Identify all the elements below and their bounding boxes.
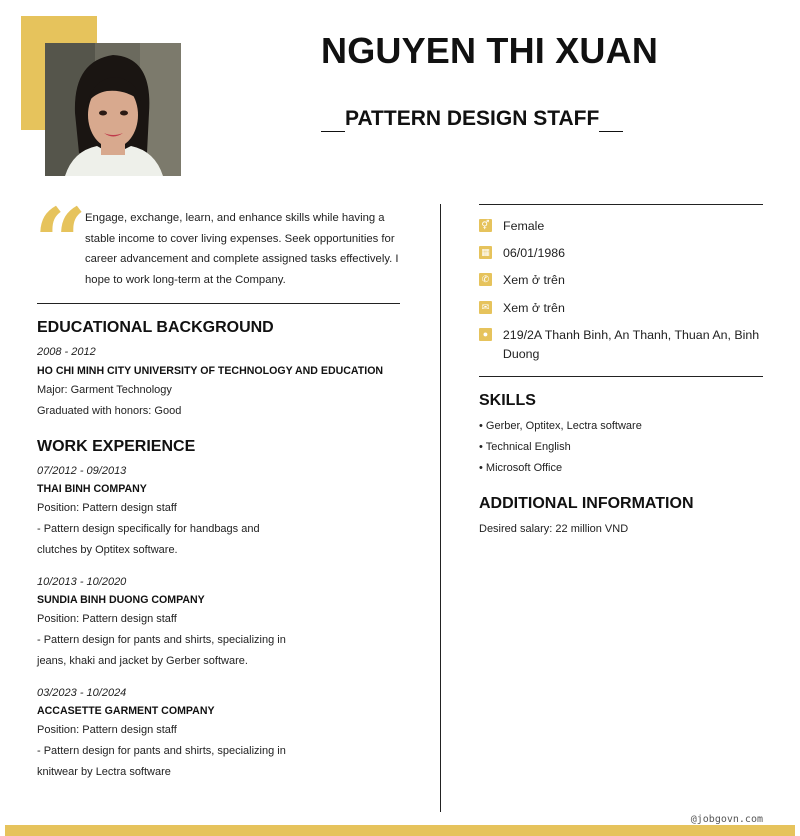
company-name: SUNDIA BINH DUONG COMPANY <box>37 594 205 606</box>
job-description: knitwear by Lectra software <box>37 766 171 778</box>
job-description: - Pattern design for pants and shirts, specializing in <box>37 745 286 757</box>
education-period: 2008 - 2012 <box>37 346 96 358</box>
title-line-left <box>321 112 345 132</box>
gender-icon: ⚥ <box>479 219 492 232</box>
contact-address <box>479 326 763 364</box>
education-entry <box>37 346 407 426</box>
quote-icon: “ <box>34 188 87 296</box>
column-divider <box>440 204 441 812</box>
contact-phone <box>479 271 565 290</box>
phone-icon: ✆ <box>479 273 492 286</box>
job-period: 03/2023 - 10/2024 <box>37 687 127 699</box>
additional-info-title: ADDITIONAL INFORMATION <box>479 495 694 512</box>
contact-text: Female <box>503 219 545 233</box>
contact-gender <box>479 217 544 236</box>
skills-title: SKILLS <box>479 392 536 409</box>
contact-text: Xem ở trên <box>503 273 565 287</box>
school-name: HO CHI MINH CITY UNIVERSITY OF TECHNOLOGY AND EDUCATION <box>37 365 384 377</box>
job-entry <box>37 687 407 787</box>
job-position: Position: Pattern design staff <box>37 502 177 514</box>
job-title-block <box>321 106 623 132</box>
job-entry <box>37 465 407 565</box>
skill-item: • Technical English <box>479 441 571 453</box>
job-title: PATTERN DESIGN STAFF <box>345 107 600 130</box>
profile-photo <box>45 43 181 176</box>
skill-item: • Gerber, Optitex, Lectra software <box>479 420 642 432</box>
job-description: - Pattern design for pants and shirts, specializing in <box>37 634 286 646</box>
contact-birthday <box>479 244 565 263</box>
job-entry <box>37 576 407 676</box>
job-period: 07/2012 - 09/2013 <box>37 465 127 477</box>
objective-divider <box>37 303 400 304</box>
contact-text: Xem ở trên <box>503 301 565 315</box>
contact-divider-top <box>479 204 763 205</box>
contact-text: 219/2A Thanh Binh, An Thanh, Thuan An, Binh Duong <box>502 328 760 361</box>
company-name: ACCASETTE GARMENT COMPANY <box>37 705 215 717</box>
desired-salary: Desired salary: 22 million VND <box>479 523 629 535</box>
career-objective: Engage, exchange, learn, and enhance skills while having a stable income to cover living expenses. Seek opportunities for career advancement and complete assigned tasks effectively. I hope to work long-term at the Company. <box>85 212 399 287</box>
job-period: 10/2013 - 10/2020 <box>37 576 127 588</box>
education-major: Major: Garment Technology <box>37 384 172 396</box>
contact-email <box>479 299 565 318</box>
email-icon: ✉ <box>479 301 492 314</box>
job-position: Position: Pattern design staff <box>37 613 177 625</box>
contact-divider-bottom <box>479 376 763 377</box>
location-icon: ● <box>479 328 492 341</box>
education-honors: Graduated with honors: Good <box>37 405 182 417</box>
company-name: THAI BINH COMPANY <box>37 483 147 495</box>
candidate-name: NGUYEN THI XUAN <box>321 30 659 71</box>
job-description: jeans, khaki and jacket by Gerber software. <box>37 655 248 667</box>
footer-bar <box>5 825 795 836</box>
job-description: clutches by Optitex software. <box>37 544 178 556</box>
calendar-icon: ▦ <box>479 246 492 259</box>
skill-item: • Microsoft Office <box>479 462 563 474</box>
title-line-right <box>599 112 623 132</box>
work-title: WORK EXPERIENCE <box>37 438 196 455</box>
job-position: Position: Pattern design staff <box>37 724 177 736</box>
job-description: - Pattern design specifically for handbags and <box>37 523 260 535</box>
watermark: @jobgovn.com <box>690 814 763 825</box>
education-title: EDUCATIONAL BACKGROUND <box>37 319 274 336</box>
contact-text: 06/01/1986 <box>503 246 566 260</box>
